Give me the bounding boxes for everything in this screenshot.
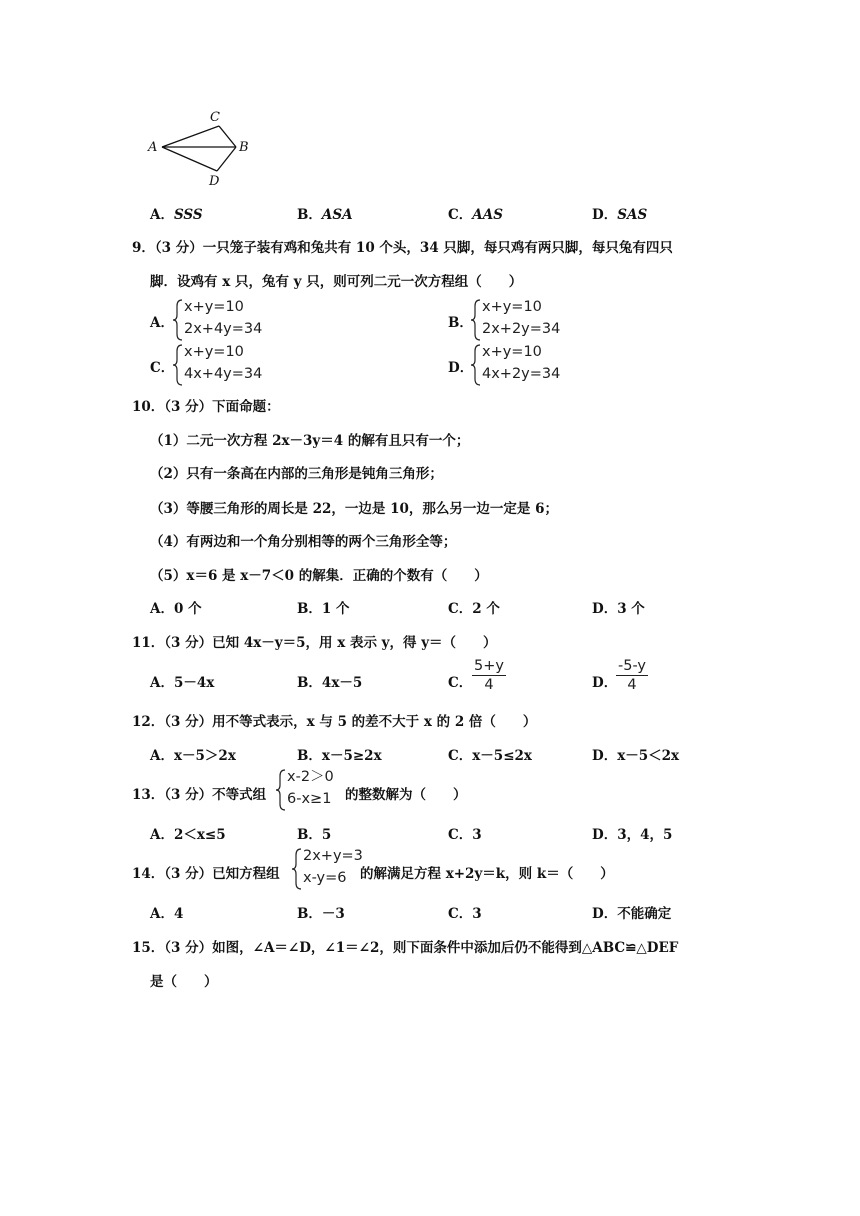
q9-option-c-letter[interactable]: C． (150, 360, 175, 376)
q10-item-2: （2）只有一条高在内部的三角形是钝角三角形； (150, 466, 443, 482)
q12-option-d[interactable]: D．x－5＜2x (592, 748, 680, 764)
q9-option-a-brace (172, 298, 184, 342)
q11-option-d-fraction: -5-y 4 (618, 658, 647, 693)
q9-option-d-system: x+y=10 4x+2y=34 (482, 344, 561, 382)
q11-option-c-letter[interactable]: C． (448, 675, 473, 691)
q11-option-a[interactable]: A．5－4x (150, 675, 215, 691)
q15-stem-line1: 15．（3 分）如图，∠A＝∠D，∠1＝∠2，则下面条件中添加后仍不能得到△ABC≌△DEF (132, 940, 679, 956)
label-c: C (210, 110, 220, 125)
q9-option-c-system: x+y=10 4x+4y=34 (184, 344, 263, 382)
segment-ac (162, 126, 219, 147)
q12-option-c[interactable]: C．x－5≤2x (448, 748, 532, 764)
q10-option-c[interactable]: C．2 个 (448, 601, 500, 617)
q10-item-1: （1）二元一次方程 2x－3y＝4 的解有且只有一个； (150, 433, 470, 449)
q9-option-a-letter[interactable]: A． (150, 315, 174, 331)
q13-brace (275, 768, 287, 812)
segment-ad (162, 147, 217, 171)
q9-option-b-system: x+y=10 2x+2y=34 (482, 299, 561, 337)
segment-db (217, 147, 236, 171)
q8-option-c[interactable]: C．AAS (448, 207, 503, 223)
q9-option-d-brace (470, 343, 482, 387)
q9-option-b-letter[interactable]: B． (448, 315, 473, 331)
segment-cb (219, 126, 236, 147)
q12-option-a[interactable]: A．x－5＞2x (150, 748, 236, 764)
q10-option-a[interactable]: A．0 个 (150, 601, 202, 617)
q15-stem-line2: 是（ ） (150, 974, 218, 990)
q9-option-b-brace (470, 298, 482, 342)
q10-item-5: （5）x＝6 是 x－7＜0 的解集．正确的个数有（ ） (150, 568, 488, 584)
q12-option-b[interactable]: B．x－5≥2x (297, 748, 382, 764)
q11-option-d-letter[interactable]: D． (592, 675, 618, 691)
q10-option-d[interactable]: D．3 个 (592, 601, 645, 617)
q14-option-d[interactable]: D．不能确定 (592, 906, 672, 922)
label-a: A (148, 140, 158, 155)
q9-option-c-brace (172, 343, 184, 387)
q11-option-b[interactable]: B．4x－5 (297, 675, 363, 691)
q8-option-d-text: SAS (617, 207, 648, 223)
q13-option-a[interactable]: A．2＜x≤5 (150, 827, 226, 843)
q11-option-c-fraction: 5+y 4 (474, 658, 504, 693)
q8-option-a[interactable]: A．SSS (150, 207, 203, 223)
q13-stem-suffix: 的整数解为（ ） (345, 787, 467, 803)
q9-option-a-system: x+y=10 2x+4y=34 (184, 299, 263, 337)
q13-system: x-2＞0 6-x≥1 (287, 769, 334, 807)
q14-option-a[interactable]: A．4 (150, 906, 184, 922)
q8-option-b-text: ASA (321, 207, 353, 223)
q14-system: 2x+y=3 x-y=6 (303, 848, 363, 886)
q10-item-3: （3）等腰三角形的周长是 22，一边是 10，那么另一边一定是 6； (150, 501, 558, 517)
q14-stem-prefix: 14．（3 分）已知方程组 (132, 866, 280, 882)
q13-option-b[interactable]: B．5 (297, 827, 332, 843)
q8-option-b[interactable]: B．ASA (297, 207, 353, 223)
label-b: B (239, 140, 249, 155)
q14-option-c[interactable]: C．3 (448, 906, 482, 922)
q13-option-c[interactable]: C．3 (448, 827, 482, 843)
q9-option-d-letter[interactable]: D． (448, 360, 474, 376)
q10-item-4: （4）有两边和一个角分别相等的两个三角形全等； (150, 534, 457, 550)
q12-stem: 12．（3 分）用不等式表示，x 与 5 的差不大于 x 的 2 倍（ ） (132, 714, 537, 730)
label-d: D (209, 174, 220, 189)
q8-option-d[interactable]: D．SAS (592, 207, 648, 223)
q14-brace (291, 847, 303, 891)
q8-option-c-text: AAS (472, 207, 503, 223)
q10-option-b[interactable]: B．1 个 (297, 601, 350, 617)
q9-stem-line1: 9．（3 分）一只笼子装有鸡和兔共有 10 个头，34 只脚，每只鸡有两只脚，每只兔有四只 (132, 240, 673, 256)
q14-stem-suffix: 的解满足方程 x+2y＝k，则 k＝（ ） (360, 866, 614, 882)
q9-stem-line2: 脚．设鸡有 x 只，兔有 y 只，则可列二元一次方程组（ ） (150, 274, 523, 290)
q10-stem: 10．（3 分）下面命题： (132, 399, 280, 415)
q13-stem-prefix: 13．（3 分）不等式组 (132, 787, 267, 803)
q13-option-d[interactable]: D．3，4，5 (592, 827, 673, 843)
q8-option-a-text: SSS (173, 207, 203, 223)
q11-stem: 11．（3 分）已知 4x－y＝5，用 x 表示 y，得 y＝（ ） (132, 635, 497, 651)
triangle-figure (140, 105, 260, 190)
q14-option-b[interactable]: B．－3 (297, 906, 345, 922)
